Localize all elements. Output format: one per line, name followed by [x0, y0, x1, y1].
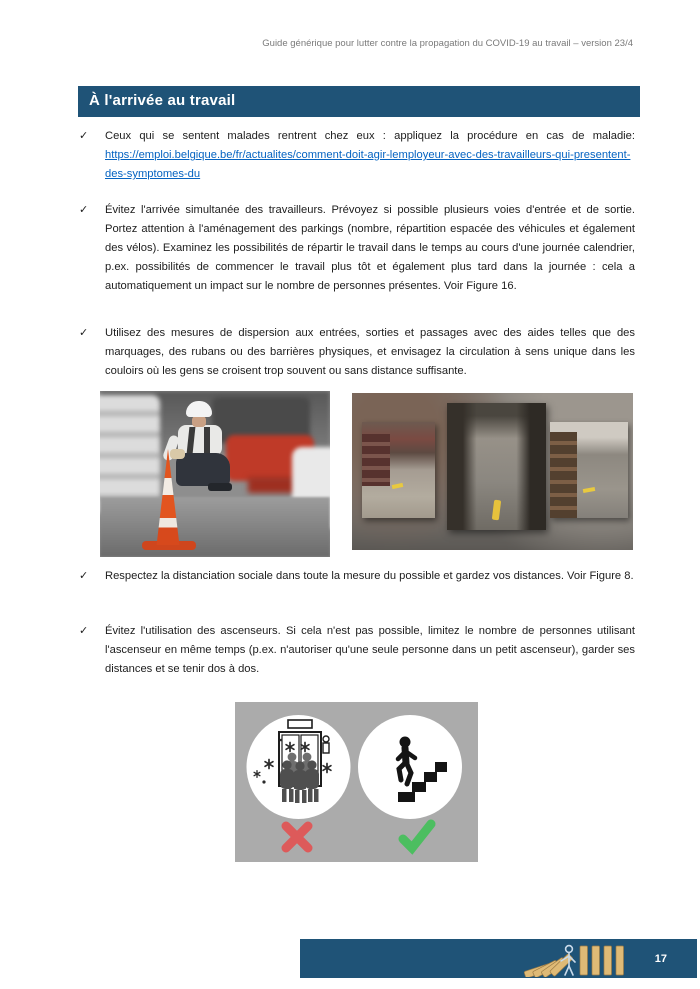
- floor-marking-shape: [492, 500, 501, 521]
- elevator-vs-stairs-illustration: [235, 702, 478, 862]
- bullet-5-text: Évitez l'utilisation des ascenseurs. Si cela n'est pas possible, limitez le nombre de personnes utilisant l'ascenseur en même temps (p.ex. n'autoriser qu'une seule personne dans un petit ascenseur), garder ses distances et se tenir dos à dos.: [105, 625, 635, 675]
- worker-shoe-shape: [208, 483, 232, 491]
- bullet-item-staggered-arrival: [79, 201, 635, 296]
- bullet-1-text: Ceux qui se sentent malades rentrent chez eux : appliquez la procédure en cas de maladie:: [105, 130, 635, 142]
- floor-marking-shape: [392, 483, 404, 489]
- floor-marking-shape: [583, 487, 596, 493]
- floor-shape: [100, 497, 330, 557]
- center-aisle-inset-photo: [447, 403, 546, 530]
- check-bullet-icon: ✓: [79, 569, 89, 582]
- shelf-shape: [362, 434, 390, 486]
- bullet-4-text: Respectez la distanciation sociale dans toute la mesure du possible et gardez vos distances. Voir Figure 8.: [105, 570, 634, 582]
- check-bullet-icon: ✓: [79, 326, 89, 339]
- right-aisle-inset-photo: [550, 422, 628, 518]
- worker-pants-shape: [176, 453, 230, 486]
- bullet-item-social-distancing: [79, 567, 635, 586]
- shelf-shape: [550, 432, 577, 518]
- worker-helmet-shape: [186, 401, 212, 417]
- worker-face-shape: [192, 416, 206, 427]
- elevator-illustration-svg: [235, 702, 478, 862]
- footer-art: [516, 939, 667, 978]
- bullet-item-dispersion-measures: [79, 324, 635, 381]
- figure-stopping-dominoes-logo: [516, 941, 648, 977]
- page-number: 17: [654, 952, 667, 965]
- stacked-bags-shape: [100, 395, 160, 513]
- running-header: Guide générique pour lutter contre la propagation du COVID-19 au travail – version 23/4: [262, 38, 633, 49]
- footer-bar: [300, 939, 697, 978]
- bullet-item-sick-workers: [79, 127, 635, 184]
- bullet-text: [105, 127, 635, 184]
- bullet-2-text: Évitez l'arrivée simultanée des travailleurs. Prévoyez si possible plusieurs voies d'entrée et de sortie. Portez attention à l'aménagement des parkings (nombre, répartition espacée des véhicules et également des vélos). Examinez les possibilités de répartir le travail dans le temps au cours d'une journée calendrier, p.ex. possibilités de commencer le travail plus tôt et également plus tard dans la journée : cela a automatiquement un impact sur le nombre de personnes présentes. Voir Figure 16.: [105, 204, 635, 292]
- worker-glove-shape: [170, 449, 185, 459]
- warehouse-worker-cone-photo: [100, 391, 330, 557]
- check-bullet-icon: ✓: [79, 203, 89, 216]
- supermarket-aisles-photo: [352, 393, 633, 550]
- checkout-aisle-inset-photo: [362, 422, 435, 518]
- check-bullet-icon: ✓: [79, 624, 89, 637]
- worker-strap-shape: [204, 427, 210, 454]
- bullet-3-text: Utilisez des mesures de dispersion aux entrées, sorties et passages avec des aides telles que des marquages, des rubans ou des barrières physiques, et envisagez la circulation à sens unique dans les couloirs où les gens se croisent trop souvent ou sans distance suffisante.: [105, 327, 635, 377]
- section-title: À l'arrivée au travail: [89, 92, 236, 109]
- sick-procedure-link[interactable]: https://emploi.belgique.be/fr/actualites/comment-doit-agir-lemployeur-avec-des-travailleurs-qui-presentent-des-symptomes-du: [105, 149, 631, 180]
- section-title-banner: [78, 86, 640, 117]
- check-bullet-icon: ✓: [79, 129, 89, 142]
- bullet-item-elevators: [79, 622, 635, 679]
